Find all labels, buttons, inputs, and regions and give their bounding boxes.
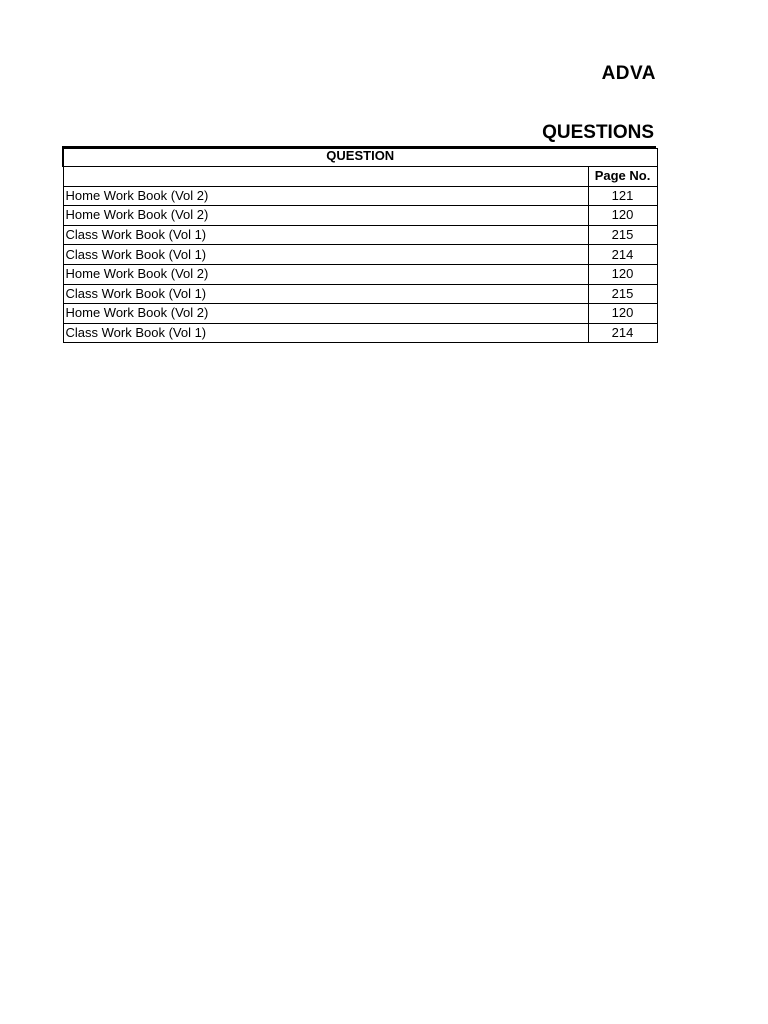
table-header-row [63,149,657,167]
book-cell: Home Work Book (Vol 2) [63,304,588,324]
page-cell: 120 [588,264,657,284]
table-row [63,225,657,245]
table-row [63,206,657,226]
section-title: QUESTIONS [542,122,654,143]
table-row [63,186,657,206]
table-row [63,284,657,304]
book-cell: Class Work Book (Vol 1) [63,245,588,265]
page-cell: 121 [588,186,657,206]
book-cell: Home Work Book (Vol 2) [63,264,588,284]
question-header: QUESTION [63,149,657,167]
page-cell: 215 [588,284,657,304]
table-row [63,323,657,343]
book-cell: Class Work Book (Vol 1) [63,323,588,343]
book-cell: Class Work Book (Vol 1) [63,284,588,304]
page-cell: 215 [588,225,657,245]
table-subheader-row [63,167,657,187]
book-cell: Home Work Book (Vol 2) [63,206,588,226]
page-cell: 120 [588,304,657,324]
book-cell: Class Work Book (Vol 1) [63,225,588,245]
book-cell: Home Work Book (Vol 2) [63,186,588,206]
page-cell: 214 [588,323,657,343]
page-cell: 214 [588,245,657,265]
blank-header-cell [63,167,588,187]
questions-table [62,148,658,343]
table-row [63,245,657,265]
table-row [63,304,657,324]
table-row [63,264,657,284]
page-cell: 120 [588,206,657,226]
document-heading: ADVA [601,63,656,84]
page-number-header: Page No. [588,167,657,187]
